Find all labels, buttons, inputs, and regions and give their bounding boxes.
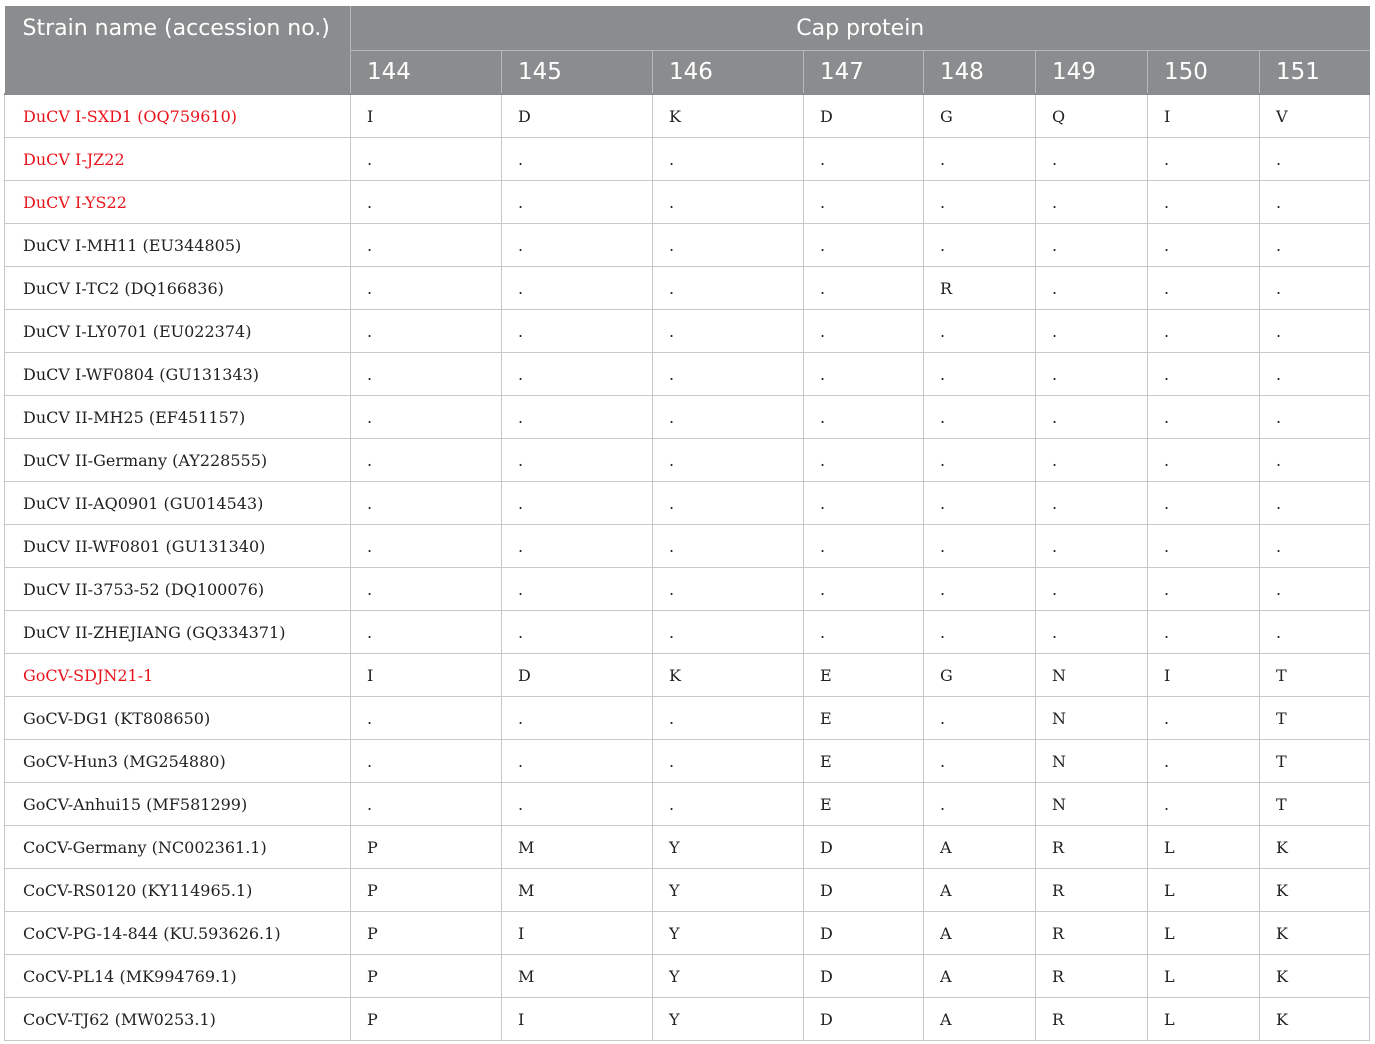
- residue-cell: L: [1148, 912, 1260, 955]
- residue-cell: .: [653, 783, 804, 826]
- residue-cell: A: [924, 869, 1036, 912]
- residue-cell: .: [351, 482, 502, 525]
- residue-cell: D: [804, 955, 924, 998]
- residue-cell: N: [1036, 654, 1148, 697]
- residue-cell: .: [924, 568, 1036, 611]
- residue-cell: .: [502, 310, 653, 353]
- residue-cell: .: [924, 310, 1036, 353]
- strain-column-header: Strain name (accession no.): [5, 6, 351, 94]
- strain-name-cell: DuCV II-WF0801 (GU131340): [5, 525, 351, 568]
- table-row: [5, 439, 1370, 482]
- strain-name-cell: DuCV II-AQ0901 (GU014543): [5, 482, 351, 525]
- residue-cell: .: [502, 783, 653, 826]
- residue-cell: L: [1148, 998, 1260, 1041]
- table-row: [5, 310, 1370, 353]
- residue-cell: .: [1148, 396, 1260, 439]
- residue-cell: .: [924, 611, 1036, 654]
- table-row: [5, 224, 1370, 267]
- residue-cell: .: [804, 396, 924, 439]
- residue-cell: .: [1148, 353, 1260, 396]
- residue-cell: .: [502, 267, 653, 310]
- residue-cell: V: [1260, 94, 1370, 138]
- residue-cell: Y: [653, 912, 804, 955]
- residue-cell: G: [924, 94, 1036, 138]
- strain-name-cell: GoCV-Anhui15 (MF581299): [5, 783, 351, 826]
- table-row: [5, 568, 1370, 611]
- position-header-148: 148: [924, 51, 1036, 95]
- table-header: [5, 6, 1370, 94]
- residue-cell: R: [1036, 955, 1148, 998]
- residue-cell: .: [502, 439, 653, 482]
- residue-cell: .: [653, 740, 804, 783]
- residue-cell: .: [1260, 353, 1370, 396]
- residue-cell: D: [804, 94, 924, 138]
- residue-cell: .: [1036, 138, 1148, 181]
- strain-name-cell: CoCV-PG-14-844 (KU.593626.1): [5, 912, 351, 955]
- residue-cell: D: [804, 998, 924, 1041]
- residue-cell: .: [653, 396, 804, 439]
- residue-cell: .: [924, 138, 1036, 181]
- strain-name-cell: CoCV-TJ62 (MW0253.1): [5, 998, 351, 1041]
- table-row: [5, 353, 1370, 396]
- position-header-149: 149: [1036, 51, 1148, 95]
- residue-cell: Q: [1036, 94, 1148, 138]
- residue-cell: .: [351, 224, 502, 267]
- residue-cell: .: [502, 138, 653, 181]
- strain-name-cell: DuCV I-YS22: [5, 181, 351, 224]
- residue-cell: .: [1148, 697, 1260, 740]
- strain-name-cell: CoCV-Germany (NC002361.1): [5, 826, 351, 869]
- residue-cell: .: [502, 353, 653, 396]
- residue-cell: Y: [653, 826, 804, 869]
- residue-cell: .: [804, 611, 924, 654]
- strain-name-cell: CoCV-PL14 (MK994769.1): [5, 955, 351, 998]
- residue-cell: .: [1148, 138, 1260, 181]
- residue-cell: .: [924, 740, 1036, 783]
- residue-cell: K: [1260, 998, 1370, 1041]
- residue-cell: .: [653, 310, 804, 353]
- residue-cell: E: [804, 697, 924, 740]
- residue-cell: .: [804, 181, 924, 224]
- table-row: [5, 912, 1370, 955]
- residue-cell: N: [1036, 783, 1148, 826]
- residue-cell: T: [1260, 740, 1370, 783]
- residue-cell: R: [1036, 826, 1148, 869]
- residue-cell: .: [924, 224, 1036, 267]
- residue-cell: .: [1036, 525, 1148, 568]
- residue-cell: E: [804, 654, 924, 697]
- residue-cell: .: [1036, 353, 1148, 396]
- residue-cell: .: [1148, 783, 1260, 826]
- residue-cell: .: [351, 568, 502, 611]
- strain-name-cell: GoCV-SDJN21-1: [5, 654, 351, 697]
- residue-cell: .: [1036, 267, 1148, 310]
- residue-cell: .: [502, 611, 653, 654]
- strain-name-cell: DuCV II-ZHEJIANG (GQ334371): [5, 611, 351, 654]
- residue-cell: L: [1148, 826, 1260, 869]
- residue-cell: I: [351, 94, 502, 138]
- residue-cell: L: [1148, 869, 1260, 912]
- residue-cell: .: [653, 525, 804, 568]
- strain-name-cell: DuCV I-MH11 (EU344805): [5, 224, 351, 267]
- position-header-144: 144: [351, 51, 502, 95]
- residue-cell: K: [653, 94, 804, 138]
- residue-cell: K: [653, 654, 804, 697]
- residue-cell: .: [1260, 267, 1370, 310]
- position-header-150: 150: [1148, 51, 1260, 95]
- residue-cell: .: [1260, 181, 1370, 224]
- residue-cell: .: [653, 568, 804, 611]
- position-header-151: 151: [1260, 51, 1370, 95]
- table-row: [5, 525, 1370, 568]
- table-row: [5, 955, 1370, 998]
- residue-cell: .: [1036, 568, 1148, 611]
- residue-cell: .: [653, 138, 804, 181]
- table-row: [5, 181, 1370, 224]
- residue-cell: .: [1148, 568, 1260, 611]
- residue-cell: .: [351, 310, 502, 353]
- residue-cell: .: [804, 525, 924, 568]
- residue-cell: .: [1260, 396, 1370, 439]
- residue-cell: N: [1036, 697, 1148, 740]
- residue-cell: R: [1036, 869, 1148, 912]
- residue-cell: .: [653, 439, 804, 482]
- table-row: [5, 267, 1370, 310]
- residue-cell: D: [502, 94, 653, 138]
- residue-cell: .: [1148, 482, 1260, 525]
- residue-cell: .: [1260, 525, 1370, 568]
- residue-cell: .: [1260, 611, 1370, 654]
- residue-cell: .: [653, 611, 804, 654]
- residue-cell: .: [351, 439, 502, 482]
- table-row: [5, 998, 1370, 1041]
- residue-cell: .: [804, 267, 924, 310]
- residue-cell: .: [351, 396, 502, 439]
- residue-cell: .: [804, 138, 924, 181]
- residue-cell: .: [924, 697, 1036, 740]
- table-row: [5, 654, 1370, 697]
- residue-cell: R: [1036, 912, 1148, 955]
- residue-cell: D: [804, 912, 924, 955]
- strain-name-cell: DuCV I-JZ22: [5, 138, 351, 181]
- residue-cell: K: [1260, 869, 1370, 912]
- residue-cell: A: [924, 826, 1036, 869]
- residue-cell: .: [653, 181, 804, 224]
- strain-name-cell: DuCV I-TC2 (DQ166836): [5, 267, 351, 310]
- residue-cell: .: [804, 482, 924, 525]
- residue-cell: .: [1148, 611, 1260, 654]
- table-row: [5, 138, 1370, 181]
- residue-cell: .: [502, 568, 653, 611]
- residue-cell: .: [1260, 310, 1370, 353]
- residue-cell: .: [804, 439, 924, 482]
- residue-cell: Y: [653, 955, 804, 998]
- residue-cell: Y: [653, 869, 804, 912]
- residue-cell: I: [1148, 94, 1260, 138]
- residue-cell: D: [804, 869, 924, 912]
- strain-name-cell: DuCV II-MH25 (EF451157): [5, 396, 351, 439]
- table-row: [5, 826, 1370, 869]
- residue-cell: A: [924, 912, 1036, 955]
- residue-cell: .: [1036, 396, 1148, 439]
- residue-cell: M: [502, 826, 653, 869]
- residue-cell: M: [502, 955, 653, 998]
- residue-cell: .: [351, 783, 502, 826]
- residue-cell: .: [1260, 482, 1370, 525]
- residue-cell: .: [1260, 224, 1370, 267]
- residue-cell: .: [924, 525, 1036, 568]
- table-body: [5, 94, 1370, 1041]
- residue-cell: P: [351, 912, 502, 955]
- strain-name-cell: DuCV I-SXD1 (OQ759610): [5, 94, 351, 138]
- residue-cell: A: [924, 998, 1036, 1041]
- residue-cell: .: [924, 181, 1036, 224]
- residue-cell: .: [1036, 224, 1148, 267]
- residue-cell: .: [1148, 224, 1260, 267]
- residue-cell: .: [1260, 568, 1370, 611]
- residue-cell: .: [351, 611, 502, 654]
- residue-cell: .: [1260, 439, 1370, 482]
- position-header-146: 146: [653, 51, 804, 95]
- residue-cell: M: [502, 869, 653, 912]
- residue-cell: .: [502, 740, 653, 783]
- table-row: [5, 697, 1370, 740]
- residue-cell: K: [1260, 826, 1370, 869]
- strain-name-cell: CoCV-RS0120 (KY114965.1): [5, 869, 351, 912]
- residue-cell: P: [351, 955, 502, 998]
- strain-name-cell: DuCV I-WF0804 (GU131343): [5, 353, 351, 396]
- position-header-147: 147: [804, 51, 924, 95]
- residue-cell: L: [1148, 955, 1260, 998]
- residue-cell: .: [351, 138, 502, 181]
- residue-cell: T: [1260, 697, 1370, 740]
- strain-name-cell: DuCV I-LY0701 (EU022374): [5, 310, 351, 353]
- cap-protein-group-header: Cap protein: [351, 6, 1370, 51]
- residue-cell: .: [924, 482, 1036, 525]
- residue-cell: .: [804, 310, 924, 353]
- strain-name-cell: DuCV II-3753-52 (DQ100076): [5, 568, 351, 611]
- table-row: [5, 482, 1370, 525]
- residue-cell: .: [924, 396, 1036, 439]
- residue-cell: Y: [653, 998, 804, 1041]
- residue-cell: .: [1036, 310, 1148, 353]
- residue-cell: R: [1036, 998, 1148, 1041]
- residue-cell: .: [1036, 181, 1148, 224]
- residue-cell: .: [924, 783, 1036, 826]
- residue-cell: .: [351, 267, 502, 310]
- residue-cell: .: [653, 353, 804, 396]
- residue-cell: I: [1148, 654, 1260, 697]
- residue-cell: .: [804, 353, 924, 396]
- table-row: [5, 611, 1370, 654]
- residue-cell: K: [1260, 912, 1370, 955]
- residue-cell: E: [804, 783, 924, 826]
- table-row: [5, 869, 1370, 912]
- residue-cell: .: [502, 181, 653, 224]
- table-row: [5, 740, 1370, 783]
- residue-cell: .: [1036, 439, 1148, 482]
- residue-cell: .: [924, 439, 1036, 482]
- residue-cell: .: [653, 482, 804, 525]
- residue-cell: .: [502, 697, 653, 740]
- residue-cell: .: [351, 697, 502, 740]
- residue-cell: .: [804, 568, 924, 611]
- residue-cell: G: [924, 654, 1036, 697]
- cap-protein-table: [4, 6, 1370, 1041]
- residue-cell: P: [351, 869, 502, 912]
- residue-cell: .: [653, 697, 804, 740]
- residue-cell: .: [1148, 525, 1260, 568]
- residue-cell: .: [502, 482, 653, 525]
- residue-cell: .: [804, 224, 924, 267]
- residue-cell: .: [653, 224, 804, 267]
- residue-cell: T: [1260, 654, 1370, 697]
- residue-cell: .: [1148, 181, 1260, 224]
- residue-cell: .: [1036, 482, 1148, 525]
- residue-cell: .: [1260, 138, 1370, 181]
- residue-cell: N: [1036, 740, 1148, 783]
- table-row: [5, 783, 1370, 826]
- residue-cell: I: [502, 912, 653, 955]
- table-row: [5, 396, 1370, 439]
- residue-cell: .: [1148, 740, 1260, 783]
- strain-name-cell: GoCV-DG1 (KT808650): [5, 697, 351, 740]
- residue-cell: A: [924, 955, 1036, 998]
- residue-cell: D: [804, 826, 924, 869]
- residue-cell: .: [351, 181, 502, 224]
- table-row: [5, 94, 1370, 138]
- residue-cell: .: [924, 353, 1036, 396]
- residue-cell: .: [1148, 267, 1260, 310]
- residue-cell: .: [502, 224, 653, 267]
- residue-cell: K: [1260, 955, 1370, 998]
- residue-cell: .: [351, 740, 502, 783]
- residue-cell: R: [924, 267, 1036, 310]
- residue-cell: I: [502, 998, 653, 1041]
- residue-cell: I: [351, 654, 502, 697]
- residue-cell: .: [1148, 439, 1260, 482]
- residue-cell: .: [1036, 611, 1148, 654]
- residue-cell: .: [351, 525, 502, 568]
- residue-cell: D: [502, 654, 653, 697]
- residue-cell: .: [502, 396, 653, 439]
- residue-cell: P: [351, 826, 502, 869]
- strain-name-cell: DuCV II-Germany (AY228555): [5, 439, 351, 482]
- residue-cell: .: [1148, 310, 1260, 353]
- position-header-145: 145: [502, 51, 653, 95]
- residue-cell: E: [804, 740, 924, 783]
- residue-cell: T: [1260, 783, 1370, 826]
- strain-name-cell: GoCV-Hun3 (MG254880): [5, 740, 351, 783]
- residue-cell: .: [502, 525, 653, 568]
- residue-cell: .: [653, 267, 804, 310]
- residue-cell: P: [351, 998, 502, 1041]
- residue-cell: .: [351, 353, 502, 396]
